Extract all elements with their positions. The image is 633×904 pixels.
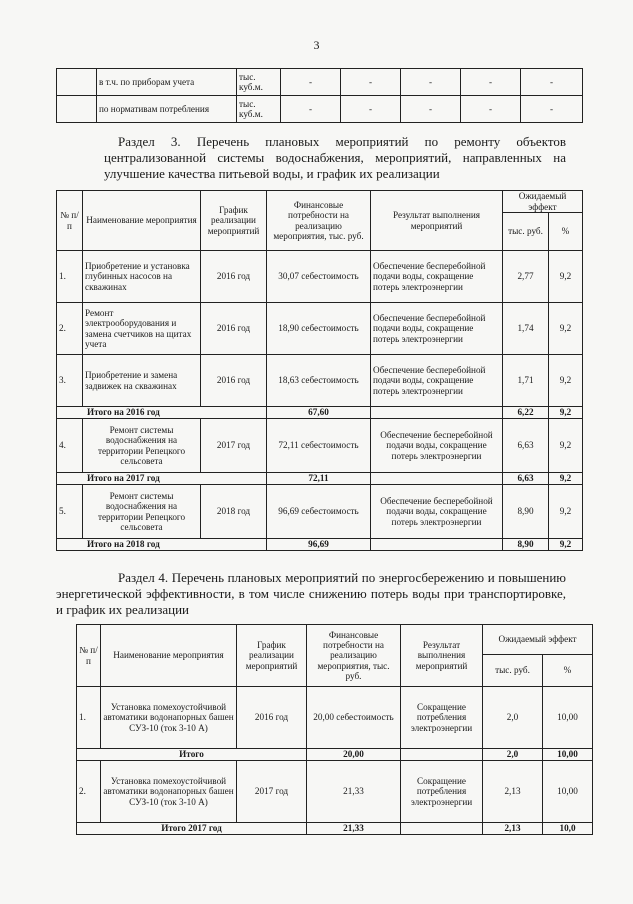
section4-table xyxy=(76,624,593,835)
row-rub: 2,13 xyxy=(483,761,543,823)
row-num: 3. xyxy=(57,355,83,407)
value-cell: - xyxy=(341,69,401,96)
row-rub: 8,90 xyxy=(503,485,549,539)
total-pct: 9,2 xyxy=(549,407,583,419)
total-pct: 10,00 xyxy=(543,749,593,761)
total-rub: 6,22 xyxy=(503,407,549,419)
row-pct: 9,2 xyxy=(549,485,583,539)
row-num: 4. xyxy=(57,419,83,473)
total-rub: 2,0 xyxy=(483,749,543,761)
header-schedule: График реализации мероприятий xyxy=(237,625,307,687)
row-name: по нормативам потребления xyxy=(97,96,237,123)
row-result: Обеспечение бесперебойной подачи воды, сокращение потерь электроэнергии xyxy=(371,419,503,473)
page-number: 3 xyxy=(313,38,320,52)
row-name: Установка помехоустойчивой автоматики водонапорных башен СУЗ-10 (ток 3-10 А) xyxy=(101,687,237,749)
unit: тыс. куб.м. xyxy=(237,69,281,96)
row-result: Обеспечение бесперебойной подачи воды, сокращение потерь электроэнергии xyxy=(371,251,503,303)
section4-heading: Раздел 4. Перечень плановых мероприятий по энергосбережению и повышению энергетической эффективности, в том числе снижению потерь воды при транспортировке, и график их реализации xyxy=(56,570,566,617)
header-effect: Ожидаемый эффект xyxy=(503,191,583,213)
total-row xyxy=(57,407,583,419)
row-result: Обеспечение бесперебойной подачи воды, сокращение потерь электроэнергии xyxy=(371,355,503,407)
row-year: 2016 год xyxy=(201,303,267,355)
header-effect-pct: % xyxy=(543,655,593,687)
row-name: в т.ч. по приборам учета xyxy=(97,69,237,96)
row-num: 2. xyxy=(57,303,83,355)
row-name: Ремонт электрооборудования и замена счетчиков на щитах учета xyxy=(83,303,201,355)
value-cell: - xyxy=(461,96,521,123)
value-cell: - xyxy=(281,96,341,123)
consumption-table xyxy=(56,68,583,123)
header-name: Наименование мероприятия xyxy=(101,625,237,687)
row-pct: 9,2 xyxy=(549,355,583,407)
row-pct: 10,00 xyxy=(543,687,593,749)
table-row xyxy=(77,687,593,749)
row-year: 2016 год xyxy=(237,687,307,749)
table-row xyxy=(57,485,583,539)
header-finance: Финансовые потребности на реализацию мероприятия, тыс. руб. xyxy=(307,625,401,687)
row-result: Сокращение потребления электроэнергии xyxy=(401,761,483,823)
row-num: 5. xyxy=(57,485,83,539)
table-row xyxy=(57,96,583,123)
row-rub: 2,77 xyxy=(503,251,549,303)
total-row xyxy=(57,473,583,485)
row-year: 2016 год xyxy=(201,355,267,407)
header-effect: Ожидаемый эффект xyxy=(483,625,593,655)
table-row xyxy=(57,303,583,355)
total-finance: 96,69 xyxy=(267,539,371,551)
row-result: Сокращение потребления электроэнергии xyxy=(401,687,483,749)
row-name: Ремонт системы водоснабжения на территории Репецкого сельсовета xyxy=(83,419,201,473)
row-rub: 1,71 xyxy=(503,355,549,407)
row-finance: 20,00 себестоимость xyxy=(307,687,401,749)
row-result: Обеспечение бесперебойной подачи воды, сокращение потерь электроэнергии xyxy=(371,485,503,539)
value-cell: - xyxy=(341,96,401,123)
total-row xyxy=(77,823,593,835)
total-finance: 20,00 xyxy=(307,749,401,761)
row-finance: 18,90 себестоимость xyxy=(267,303,371,355)
row-rub: 1,74 xyxy=(503,303,549,355)
total-row xyxy=(57,539,583,551)
row-name: Приобретение и установка глубинных насосов на скважинах xyxy=(83,251,201,303)
row-year: 2017 год xyxy=(237,761,307,823)
header-name: Наименование мероприятия xyxy=(83,191,201,251)
row-result: Обеспечение бесперебойной подачи воды, сокращение потерь электроэнергии xyxy=(371,303,503,355)
row-finance: 21,33 xyxy=(307,761,401,823)
row-rub: 2,0 xyxy=(483,687,543,749)
total-pct: 10,0 xyxy=(543,823,593,835)
row-num: 2. xyxy=(77,761,101,823)
value-cell: - xyxy=(521,69,583,96)
total-rub: 6,63 xyxy=(503,473,549,485)
section3-table xyxy=(56,190,583,551)
header-effect-rub: тыс. руб. xyxy=(483,655,543,687)
row-num: 1. xyxy=(77,687,101,749)
section3-heading: Раздел 3. Перечень плановых мероприятий по ремонту объектов централизованной системы водоснабжения, мероприятий, направленных на улучшение качества питьевой воды, и график их реализации xyxy=(104,134,566,181)
total-pct: 9,2 xyxy=(549,539,583,551)
row-year: 2018 год xyxy=(201,485,267,539)
total-finance: 21,33 xyxy=(307,823,401,835)
row-pct: 9,2 xyxy=(549,251,583,303)
total-label: Итого на 2016 год xyxy=(57,407,267,419)
table-row xyxy=(77,761,593,823)
total-rub: 2,13 xyxy=(483,823,543,835)
row-finance: 72,11 себестоимость xyxy=(267,419,371,473)
table-row xyxy=(57,419,583,473)
value-cell: - xyxy=(461,69,521,96)
row-finance: 18,63 себестоимость xyxy=(267,355,371,407)
row-pct: 10,00 xyxy=(543,761,593,823)
header-num: № п/п xyxy=(77,625,101,687)
header-row xyxy=(57,191,583,213)
header-finance: Финансовые потребности на реализацию мероприятия, тыс. руб. xyxy=(267,191,371,251)
row-name: Установка помехоустойчивой автоматики водонапорных башен СУЗ-10 (ток 3-10 А) xyxy=(101,761,237,823)
row-finance: 30,07 себестоимость xyxy=(267,251,371,303)
header-result: Результат выполнения мероприятий xyxy=(371,191,503,251)
row-name: Приобретение и замена задвижек на скважинах xyxy=(83,355,201,407)
row-rub: 6,63 xyxy=(503,419,549,473)
row-finance: 96,69 себестоимость xyxy=(267,485,371,539)
total-label: Итого xyxy=(77,749,307,761)
total-finance: 67,60 xyxy=(267,407,371,419)
row-year: 2017 год xyxy=(201,419,267,473)
value-cell: - xyxy=(401,96,461,123)
table-row xyxy=(57,355,583,407)
total-pct: 9,2 xyxy=(549,473,583,485)
row-name: Ремонт системы водоснабжения на территории Репецкого сельсовета xyxy=(83,485,201,539)
table-row xyxy=(57,69,583,96)
header-num: № п/п xyxy=(57,191,83,251)
value-cell: - xyxy=(521,96,583,123)
row-num: 1. xyxy=(57,251,83,303)
value-cell: - xyxy=(281,69,341,96)
row-year: 2016 год xyxy=(201,251,267,303)
row-pct: 9,2 xyxy=(549,419,583,473)
header-schedule: График реализации мероприятий xyxy=(201,191,267,251)
header-result: Результат выполнения мероприятий xyxy=(401,625,483,687)
total-label: Итого на 2017 год xyxy=(57,473,267,485)
header-row xyxy=(77,625,593,655)
total-finance: 72,11 xyxy=(267,473,371,485)
total-label: Итого на 2018 год xyxy=(57,539,267,551)
table-row xyxy=(57,251,583,303)
total-row xyxy=(77,749,593,761)
header-effect-rub: тыс. руб. xyxy=(503,213,549,251)
value-cell: - xyxy=(401,69,461,96)
unit: тыс. куб.м. xyxy=(237,96,281,123)
total-label: Итого 2017 год xyxy=(77,823,307,835)
header-effect-pct: % xyxy=(549,213,583,251)
total-rub: 8,90 xyxy=(503,539,549,551)
row-pct: 9,2 xyxy=(549,303,583,355)
